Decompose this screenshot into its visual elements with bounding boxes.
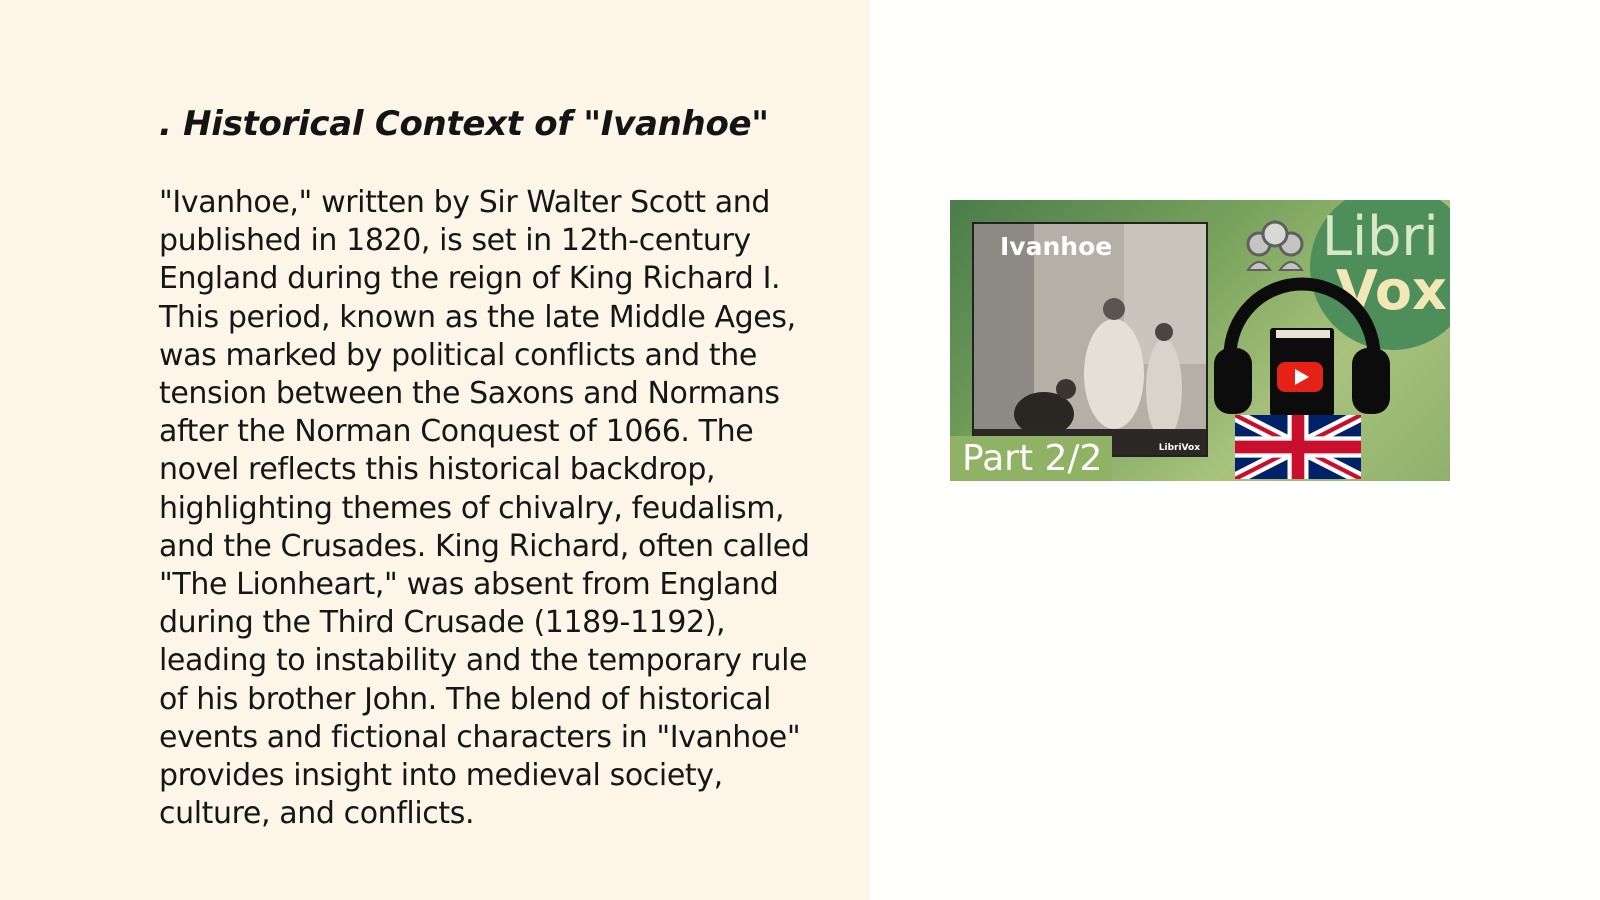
brand-vox-text: Vox (1336, 259, 1447, 322)
people-icon (1242, 216, 1308, 272)
cover-title: Ivanhoe (1000, 232, 1113, 261)
part-label: Part 2/2 (950, 436, 1112, 481)
play-icon (1277, 362, 1323, 392)
headphones-icon (1212, 276, 1392, 418)
slide-title: . Historical Context of "Ivanhoe" (159, 104, 769, 144)
audiobook-thumbnail[interactable] (950, 200, 1450, 481)
cover-footer-logo: LibriVox (1158, 443, 1200, 453)
slide-body-text: "Ivanhoe," written by Sir Walter Scott and published in 1820, is set in 12th-century England during the reign of King Richard I. This period, known as the late Middle Ages, was marked by political conflicts and the tension between the Saxons and Normans after the Norman Conquest of 1066. The novel reflects this historical backdrop, highlighting themes of chivalry, feudalism, and the Crusades. King Richard, often called "The Lionheart," was absent from England during the Third Crusade (1189-1192), leading to instability and the temporary rule of his brother John. The blend of historical events and fictional characters in "Ivanhoe" provides insight into medieval society, culture, and conflicts. (159, 185, 810, 832)
brand-libri-text: Libri (1322, 205, 1439, 268)
union-jack-flag-icon (1235, 415, 1361, 479)
book-cover-illustration (972, 222, 1208, 457)
